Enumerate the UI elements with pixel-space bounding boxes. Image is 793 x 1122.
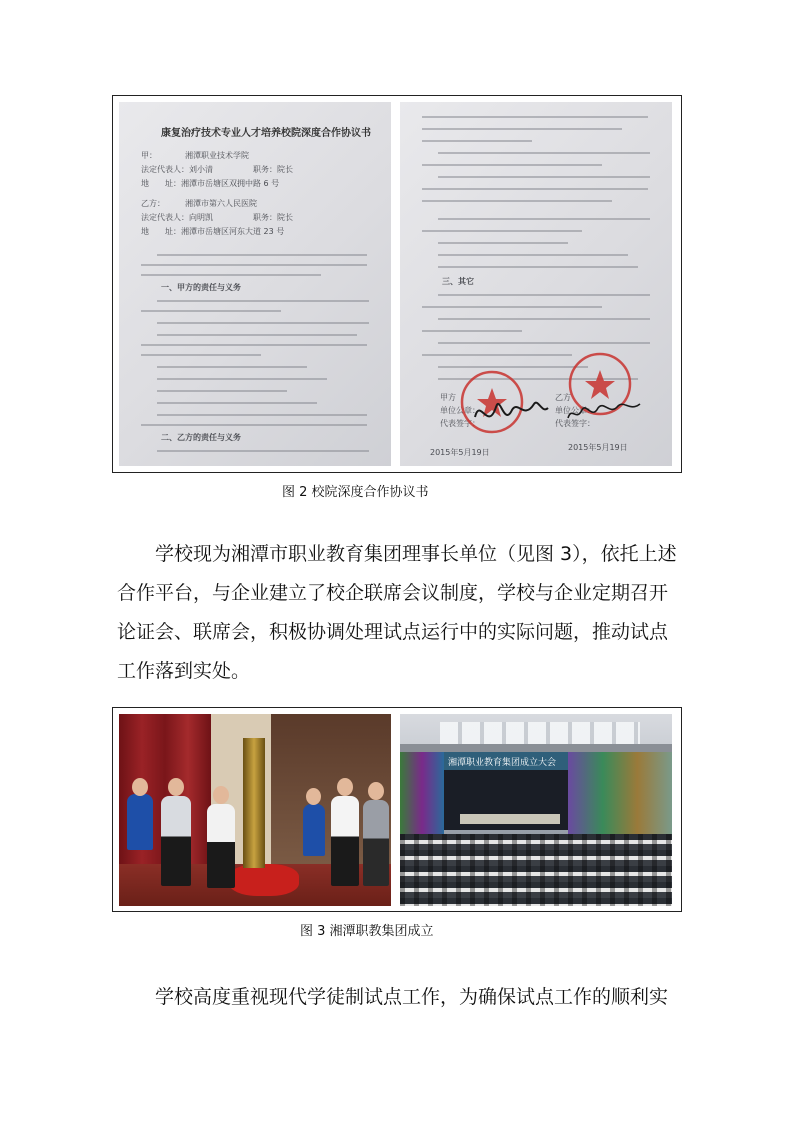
agreement-header-line: 法定代表人：刘小清 职务：院长 [141, 165, 293, 174]
sign-rep-b: 代表签字： [555, 419, 595, 428]
sign-unit-a: 单位公章： [440, 406, 480, 415]
agreement-header-line: 甲： 湘潭职业技术学院 [141, 151, 249, 160]
section-heading-3: 三、其它 [442, 277, 474, 286]
sign-party-a: 甲方 [440, 393, 456, 402]
paragraph-1-text: 学校现为湘潭市职业教育集团理事长单位（见图 3），依托上述合作平台，与企业建立了校企联席会议制度，学校与企业定期召开论证会、联席会，积极协调处理试点运行中的实际问题，推动试点工作落到实处。 [117, 543, 677, 682]
agreement-page-left-photo [119, 102, 391, 466]
figure-3-frame [112, 707, 682, 912]
stamp-seal-left [462, 372, 522, 432]
agreement-header-line: 乙方： 湘潭市第六人民医院 [141, 199, 257, 208]
sign-party-b: 乙方 [555, 393, 571, 402]
agreement-title: 康复治疗技术专业人才培养校院深度合作协议书 [161, 128, 371, 139]
section-heading-1: 一、甲方的责任与义务 [161, 283, 241, 292]
figure-3-caption: 图 3 湘潭职教集团成立 [300, 924, 434, 939]
sign-rep-a: 代表签字： [440, 419, 480, 428]
agreement-header-line: 地 址：湘潭市岳塘区双拥中路 6 号 [141, 179, 280, 188]
agreement-header-line: 地 址：湘潭市岳塘区河东大道 23 号 [141, 227, 285, 236]
body-paragraph-2 [117, 978, 677, 1017]
sign-date-a: 2015年5月19日 [430, 448, 490, 457]
hall-banner-text: 湘潭职业教育集团成立大会 [448, 758, 557, 768]
agreement-page-right-photo [400, 102, 672, 466]
agreement-header-line: 法定代表人：向明凯 职务：院长 [141, 213, 293, 222]
figure-2-caption: 图 2 校院深度合作协议书 [282, 485, 429, 500]
sign-date-b: 2015年5月19日 [568, 443, 628, 452]
paragraph-2-text: 学校高度重视现代学徒制试点工作，为确保试点工作的顺利实 [155, 986, 669, 1008]
body-paragraph-1 [117, 535, 677, 691]
section-heading-2: 二、乙方的责任与义务 [161, 433, 241, 442]
sign-unit-b: 单位公章： [555, 406, 595, 415]
figure-2-frame [112, 95, 682, 473]
conference-hall-photo [400, 714, 672, 906]
ceremony-photo [119, 714, 391, 906]
